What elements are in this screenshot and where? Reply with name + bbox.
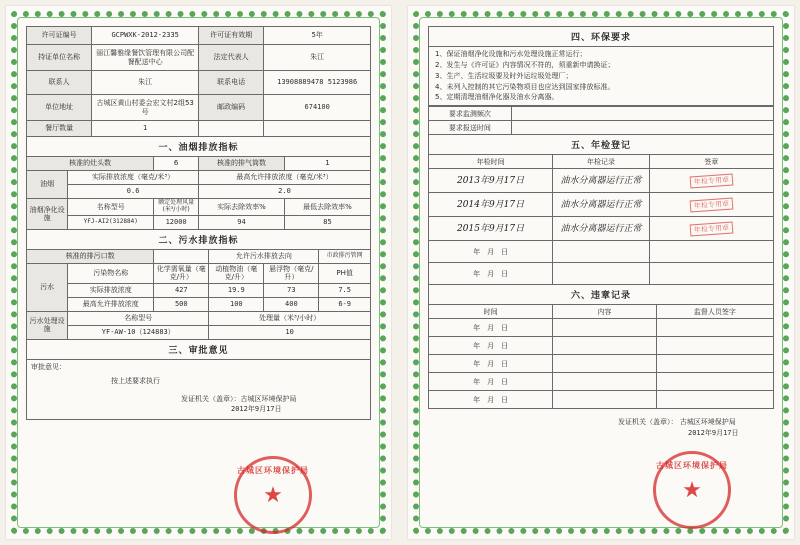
capacity-value: 10 — [209, 325, 371, 339]
left-content — [26, 26, 371, 519]
col-inspection-record: 年检记录 — [553, 155, 650, 169]
license-no-value: GCPWXK-2012-2335 — [92, 27, 199, 45]
table-row — [429, 169, 774, 193]
outlets-label: 核准的排污口数 — [27, 249, 154, 263]
oil-max: 100 — [209, 297, 264, 311]
requirement-item: 3、生产、生活垃圾要及时外运垃圾处理厂； — [435, 71, 573, 80]
inspection-record: 油水分离器运行正常 — [553, 217, 650, 241]
star-icon: ★ — [263, 482, 283, 508]
model-label: 名称型号 — [68, 199, 154, 216]
table-row — [429, 355, 774, 373]
max-conc-label: 最高允许排放浓度（毫克/米³） — [198, 171, 370, 185]
inspection-record: 油水分离器运行正常 — [553, 193, 650, 217]
facility-label: 污水处理设施 — [27, 311, 68, 339]
col-violation-content: 内容 — [553, 305, 657, 319]
table-row — [429, 217, 774, 241]
table-row — [429, 373, 774, 391]
pipes-label: 核准的排气筒数 — [198, 157, 284, 171]
ph-actual: 7.5 — [319, 283, 371, 297]
holder-label: 持证单位名称 — [27, 45, 92, 71]
water-table — [26, 249, 371, 340]
max-conc-value: 2.0 — [198, 185, 370, 199]
inspection-time: 2014年9月17日 — [429, 193, 553, 217]
rooms-value: 1 — [92, 121, 199, 137]
section4-title: 四、环保要求 — [428, 26, 774, 46]
ss-label: 悬浮物（毫克/升） — [264, 263, 319, 283]
water-label: 污水 — [27, 263, 68, 311]
inspection-record: 油水分离器运行正常 — [553, 169, 650, 193]
section3-title: 三、审批意见 — [26, 340, 371, 359]
col-inspection-time: 年检时间 — [429, 155, 553, 169]
contact-label: 联系人 — [27, 71, 92, 95]
ph-label: PH值 — [319, 263, 371, 283]
ph-max: 6-9 — [319, 297, 371, 311]
table-row — [429, 241, 774, 263]
star-icon: ★ — [682, 477, 702, 503]
violation-time: 年 月 日 — [429, 319, 553, 337]
actual-row-label: 实际排放浓度 — [68, 283, 154, 297]
violation-time: 年 月 日 — [429, 373, 553, 391]
postcode-label: 邮政编码 — [198, 95, 263, 121]
inspection-stamp: 年检专用章 — [690, 173, 734, 188]
violation-time: 年 月 日 — [429, 355, 553, 373]
phone-value: 13908889478 5123986 — [264, 71, 371, 95]
smoke-table — [26, 156, 371, 230]
stoves-value: 6 — [154, 157, 199, 171]
pipes-value: 1 — [284, 157, 370, 171]
report-label: 要求报送时间 — [429, 121, 512, 135]
issuer-value: 古城区环境保护局 — [679, 418, 736, 427]
address-value: 古城区黄山村委会宏文村2组53号 — [92, 95, 199, 121]
right-content — [428, 26, 774, 519]
model-value: YFJ-AI2(312884) — [68, 215, 154, 229]
cod-actual: 427 — [154, 283, 209, 297]
table-row — [429, 319, 774, 337]
removal-actual-value: 94 — [198, 215, 284, 229]
removal-min-label: 最低去除效率% — [284, 199, 370, 216]
facility-model-label: 名称型号 — [68, 311, 209, 325]
inspection-stamp: 年检专用章 — [690, 197, 734, 212]
requirements-list — [429, 47, 774, 106]
table-row — [429, 193, 774, 217]
basic-info-table — [26, 26, 371, 137]
permit-page-left — [6, 6, 391, 539]
permit-page-right — [408, 6, 794, 539]
requirement-item: 1、保证油烟净化设施和污水处理设施正常运行； — [435, 50, 587, 58]
cod-max: 500 — [154, 297, 209, 311]
license-no-label: 许可证编号 — [27, 27, 92, 45]
pollutant-label: 污染物名称 — [68, 263, 154, 283]
table-row — [429, 337, 774, 355]
holder-value: 丽江馨雅缘餐饮管理有限公司配餐配送中心 — [92, 45, 199, 71]
requirement-item: 4、未列入控制的其它污染物项目也应达到国家排放标准。 — [435, 82, 615, 91]
seal-text: 古城区环境保护局 — [656, 461, 728, 470]
airflow-value: 12000 — [154, 215, 199, 229]
capacity-label: 处理量（米³/小时） — [209, 311, 371, 325]
official-seal-right — [653, 451, 731, 529]
inspection-time: 年 月 日 — [429, 241, 553, 263]
allowed-dir-value: 市政排污管网 — [319, 249, 371, 263]
device-label: 油烟净化设施 — [27, 199, 68, 230]
smoke-label: 油烟 — [27, 171, 68, 199]
rooms-label: 餐厅数量 — [27, 121, 92, 137]
section1-title: 一、油烟排放指标 — [26, 137, 371, 156]
col-violation-sign: 监督人员签字 — [656, 305, 773, 319]
issuer-block — [428, 417, 774, 439]
validity-value: 5年 — [264, 27, 371, 45]
requirement-item: 5、定期清理油烟净化器及油水分离器。 — [435, 93, 559, 102]
section2-title: 二、污水排放指标 — [26, 230, 371, 249]
address-label: 单位地址 — [27, 95, 92, 121]
inspection-stamp: 年检专用章 — [690, 221, 734, 236]
inspection-time: 2015年9月17日 — [429, 217, 553, 241]
ss-actual: 73 — [264, 283, 319, 297]
requirements-table — [428, 46, 774, 106]
approval-date: 2012年9月17日 — [231, 404, 282, 413]
issuer-label: 发证机关（盖章）： — [618, 418, 678, 427]
oil-label: 动植物油（毫克/升） — [209, 263, 264, 283]
violation-time: 年 月 日 — [429, 391, 553, 409]
inspection-time: 2013年9月17日 — [429, 169, 553, 193]
opinion-value: 按上述要求执行 — [111, 376, 160, 385]
violation-time: 年 月 日 — [429, 337, 553, 355]
validity-label: 许可证有效期 — [198, 27, 263, 45]
contact-value: 朱江 — [92, 71, 199, 95]
airflow-label: 额定处理风量(米³/小时) — [154, 199, 199, 216]
approval-box — [27, 359, 371, 419]
requirement-item: 2、发生与《许可证》内容情况不符的，须重新申请换证； — [435, 60, 615, 69]
rep-label: 法定代表人 — [198, 45, 263, 71]
monitor-label: 要求监测频次 — [429, 107, 512, 121]
actual-conc-value: 0.6 — [68, 185, 199, 199]
inspection-table — [428, 154, 774, 285]
monitor-table — [428, 106, 774, 135]
facility-model-value: YF-AW-10（124883） — [68, 325, 209, 339]
official-seal-left — [234, 456, 312, 534]
stoves-label: 核准的灶头数 — [27, 157, 154, 171]
ss-max: 400 — [264, 297, 319, 311]
issue-date: 2012年9月17日 — [688, 429, 739, 438]
approval-issuer: 发证机关（盖章）：古城区环境保护局 — [181, 394, 297, 403]
rep-value: 朱江 — [264, 45, 371, 71]
table-row — [429, 391, 774, 409]
section5-title: 五、年检登记 — [428, 135, 774, 154]
col-violation-time: 时间 — [429, 305, 553, 319]
max-row-label: 最高允许排放浓度 — [68, 297, 154, 311]
violation-table — [428, 304, 774, 409]
phone-label: 联系电话 — [198, 71, 263, 95]
removal-actual-label: 实际去除效率% — [198, 199, 284, 216]
actual-conc-label: 实际排放浓度（毫克/米³） — [68, 171, 199, 185]
section6-title: 六、违章记录 — [428, 285, 774, 304]
allowed-dir-label: 允许污水排放去向 — [209, 249, 319, 263]
oil-actual: 19.9 — [209, 283, 264, 297]
postcode-value: 674100 — [264, 95, 371, 121]
cod-label: 化学需氧量（毫克/升） — [154, 263, 209, 283]
approval-table — [26, 359, 371, 420]
inspection-time: 年 月 日 — [429, 263, 553, 285]
removal-min-value: 85 — [284, 215, 370, 229]
table-row — [429, 263, 774, 285]
opinion-label: 审批意见： — [31, 362, 66, 371]
col-inspection-sign: 签章 — [649, 155, 773, 169]
seal-text: 古城区环境保护局 — [237, 466, 309, 475]
